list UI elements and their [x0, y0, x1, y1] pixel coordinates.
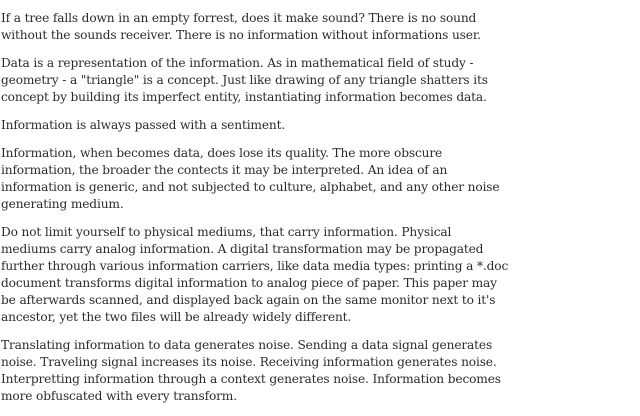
text-line: Information is always passed with a sentiment. [1, 118, 286, 132]
text-line: document transforms digital information to analog piece of paper. This paper may [1, 276, 497, 290]
text-line: Translating information to data generates noise. Sending a data signal generates [1, 338, 493, 352]
text-line: noise. Traveling signal increases its noise. Receiving information generates noise. [1, 355, 497, 369]
article-body [1, 10, 509, 416]
text-line: without the sounds receiver. There is no information without informations user. [1, 28, 481, 42]
text-line: If a tree falls down in an empty forrest, does it make sound? There is no sound [1, 11, 477, 25]
paragraph-1 [1, 10, 481, 44]
paragraph-4 [1, 145, 500, 213]
paragraph-3 [1, 117, 441, 134]
text-line: Do not limit yourself to physical mediums, that carry information. Physical [1, 225, 452, 239]
paragraph-5 [1, 224, 509, 326]
text-line: Information, when becomes data, does lose its quality. The more obscure [1, 146, 443, 160]
text-line: information is generic, and not subjected to culture, alphabet, and any other noise [1, 180, 500, 194]
text-line: be afterwards scanned, and displayed back again on the same monitor next to it's [1, 293, 496, 307]
text-line: more obfuscated with every transform. [1, 389, 237, 403]
text-line: concept by building its imperfect entity, instantiating information becomes data. [1, 90, 487, 104]
text-line: further through various information carriers, like data media types: printing a *.doc [1, 259, 509, 273]
text-line: ancestor, yet the two files will be already widely different. [1, 310, 352, 324]
text-line: information, the broader the contects it may be interpreted. An idea of an [1, 163, 448, 177]
text-line: generating medium. [1, 197, 124, 211]
text-line: Interpretting information through a context generates noise. Information becomes [1, 372, 501, 386]
paragraph-6 [1, 337, 501, 405]
text-line: mediums carry analog information. A digital transformation may be propagated [1, 242, 484, 256]
paragraph-2 [1, 55, 488, 106]
text-line: Data is a representation of the information. As in mathematical field of study - [1, 56, 474, 70]
text-line: geometry - a "triangle" is a concept. Just like drawing of any triangle shatters its [1, 73, 488, 87]
